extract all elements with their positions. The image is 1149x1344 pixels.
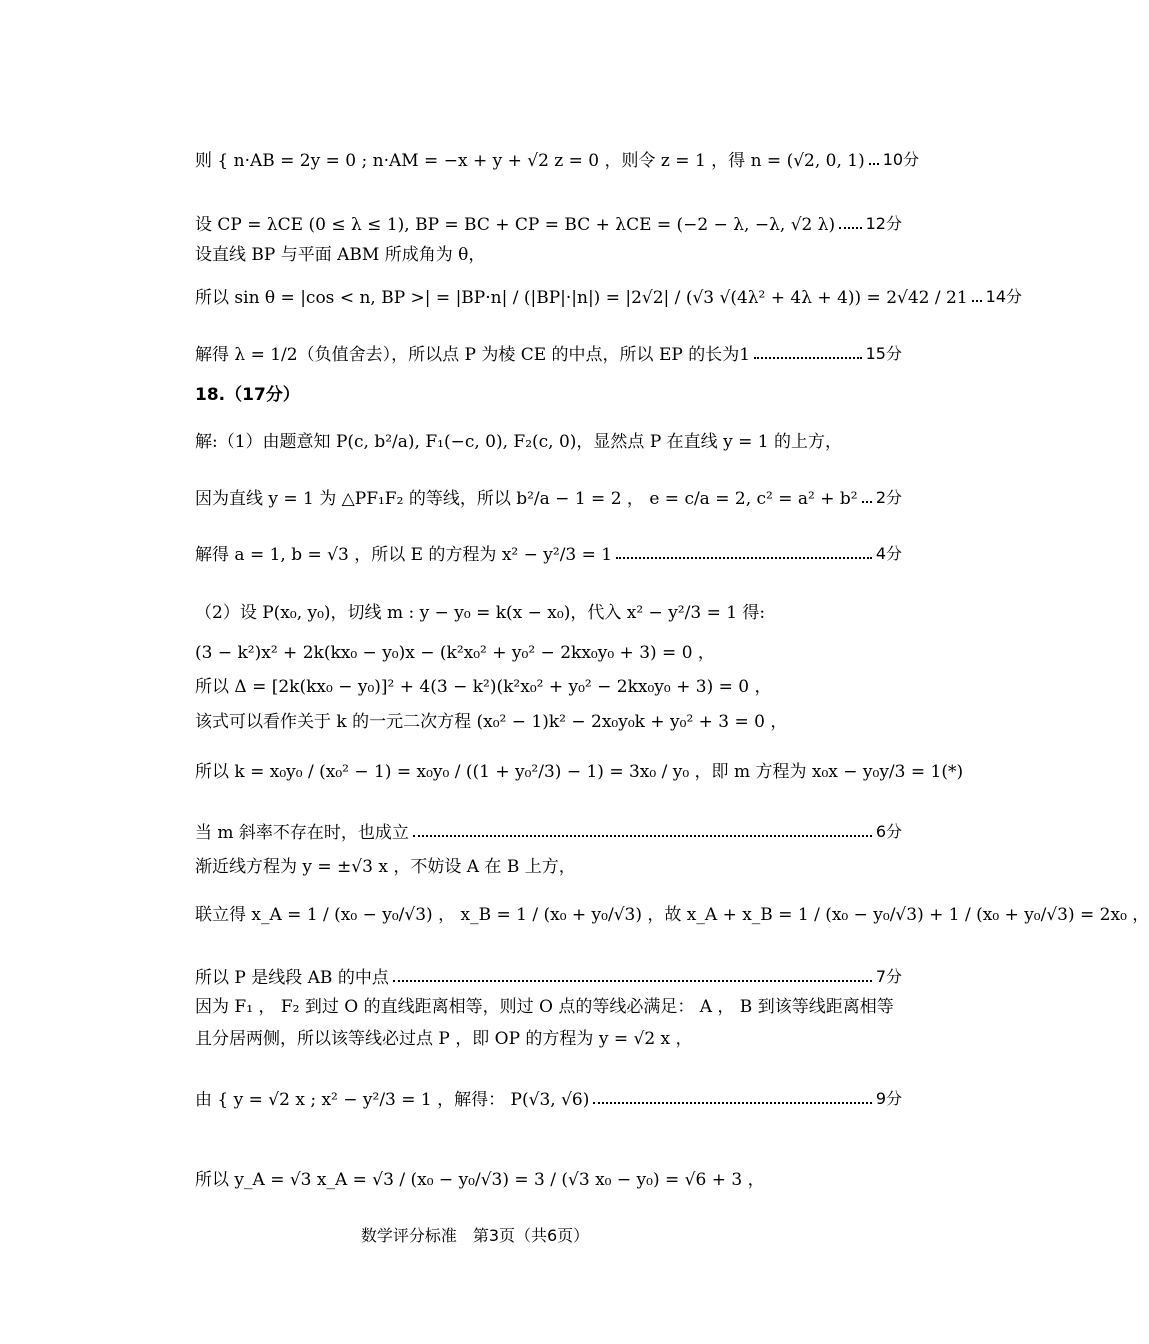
solution-line <box>195 852 902 877</box>
score-label: 9分 <box>875 1089 902 1108</box>
solution-line <box>195 240 902 265</box>
dot-leader <box>862 501 872 503</box>
solution-line <box>195 1165 902 1190</box>
solution-text: 且分居两侧，所以该等线必过点 P ，即 OP 的方程为 y = √2 x ， <box>195 1029 693 1049</box>
solution-line <box>195 757 964 782</box>
solution-line <box>195 638 902 663</box>
solution-line <box>195 1085 902 1110</box>
solution-line <box>195 210 902 235</box>
solution-text: 因为 F₁ ， F₂ 到过 O 的直线距离相等，则过 O 点的等线必满足： A ， B 到该等线距离相等 <box>195 997 894 1017</box>
solution-text: (3 − k²)x² + 2k(kx₀ − y₀)x − (k²x₀² + y₀² − 2kx₀y₀ + 3) = 0 ， <box>195 643 715 663</box>
score-label: 2分 <box>875 488 902 507</box>
solution-text: （2）设 P(x₀, y₀)，切线 m : y − y₀ = k(x − x₀)，代入 x² − y²/3 = 1 得: <box>195 603 766 623</box>
solution-text: 解:（1）由题意知 P(c, b²/a), F₁(−c, 0), F₂(c, 0)，显然点 P 在直线 y = 1 的上方， <box>195 432 842 452</box>
score-label: 6分 <box>875 822 902 841</box>
page-footer: 数学评分标准 第3页（共6页） <box>360 1226 590 1245</box>
solution-text: 所以 Δ = [2k(kx₀ − y₀)]² + 4(3 − k²)(k²x₀² + y₀² − 2kx₀y₀ + 3) = 0 ， <box>195 677 772 697</box>
score-label: 14分 <box>985 287 1023 306</box>
dot-leader <box>869 163 879 165</box>
solution-text: 联立得 x_A = 1 / (x₀ − y₀/√3) ， x_B = 1 / (x₀ + y₀/√3) ，故 x_A + x_B = 1 / (x₀ − y₀/√3) + 1 / (x₀ + y₀/√3) = 2x₀ ， <box>195 905 1149 925</box>
solution-line <box>195 146 920 171</box>
score-label: 10分 <box>882 150 920 169</box>
solution-line <box>195 340 902 365</box>
solution-text: 因为直线 y = 1 为 △PF₁F₂ 的等线，所以 b²/a − 1 = 2 ， e = c/a = 2, c² = a² + b² <box>195 489 858 509</box>
solution-line <box>195 598 902 623</box>
solution-text: 设直线 BP 与平面 ABM 所成角为 θ， <box>195 245 486 265</box>
score-label: 12分 <box>865 214 902 233</box>
problem-heading: 18.（17分） <box>195 385 300 405</box>
dot-leader <box>754 357 862 359</box>
score-label: 7分 <box>875 967 902 986</box>
dot-leader <box>616 557 872 559</box>
solution-text: 所以 sin θ = |cos < n, BP >| = |BP·n| / (|BP|·|n|) = |2√2| / (√3 √(4λ² + 4λ + 4)) = 2√42 / 21 <box>195 288 968 308</box>
solution-line <box>195 540 902 565</box>
dot-leader <box>839 227 861 229</box>
solution-text: 所以 y_A = √3 x_A = √3 / (x₀ − y₀/√3) = 3 / (√3 x₀ − y₀) = √6 + 3 ， <box>195 1170 765 1190</box>
solution-text: 所以 k = x₀y₀ / (x₀² − 1) = x₀y₀ / ((1 + y₀²/3) − 1) = 3x₀ / y₀ ，即 m 方程为 x₀x − y₀y/3 = 1(*) <box>195 762 964 782</box>
solution-text: 所以 P 是线段 AB 的中点 <box>195 968 389 988</box>
solution-text: 解得 a = 1, b = √3 ，所以 E 的方程为 x² − y²/3 = 1 <box>195 545 613 565</box>
solution-line <box>195 380 902 405</box>
solution-line <box>195 484 902 509</box>
solution-text: 渐近线方程为 y = ±√3 x ，不妨设 A 在 B 上方， <box>195 857 576 877</box>
solution-text: 由 { y = √2 x ; x² − y²/3 = 1 ，解得： P(√3, √6) <box>195 1090 590 1110</box>
score-label: 15分 <box>865 344 902 363</box>
dot-leader <box>393 980 872 982</box>
dot-leader <box>593 1102 871 1104</box>
solution-line <box>195 672 902 697</box>
solution-line <box>195 818 902 843</box>
solution-text: 当 m 斜率不存在时，也成立 <box>195 823 409 843</box>
solution-text: 解得 λ = 1/2（负值舍去），所以点 P 为棱 CE 的中点，所以 EP 的长为1 <box>195 345 751 365</box>
solution-text: 该式可以看作关于 k 的一元二次方程 (x₀² − 1)k² − 2x₀y₀k + y₀² + 3 = 0 ， <box>195 712 788 732</box>
dot-leader <box>413 835 872 837</box>
dot-leader <box>972 300 982 302</box>
solution-line <box>195 427 902 452</box>
solution-line <box>195 963 902 988</box>
solution-line <box>195 992 902 1017</box>
solution-line <box>195 707 902 732</box>
solution-text: 则 { n·AB = 2y = 0 ; n·AM = −x + y + √2 z = 0 ，则令 z = 1 ，得 n = (√2, 0, 1) <box>195 151 865 171</box>
solution-line <box>195 900 1149 925</box>
solution-text: 设 CP = λCE (0 ≤ λ ≤ 1), BP = BC + CP = BC + λCE = (−2 − λ, −λ, √2 λ) <box>195 215 836 235</box>
solution-line <box>195 1024 902 1049</box>
score-label: 4分 <box>875 544 902 563</box>
solution-line <box>195 283 1023 308</box>
